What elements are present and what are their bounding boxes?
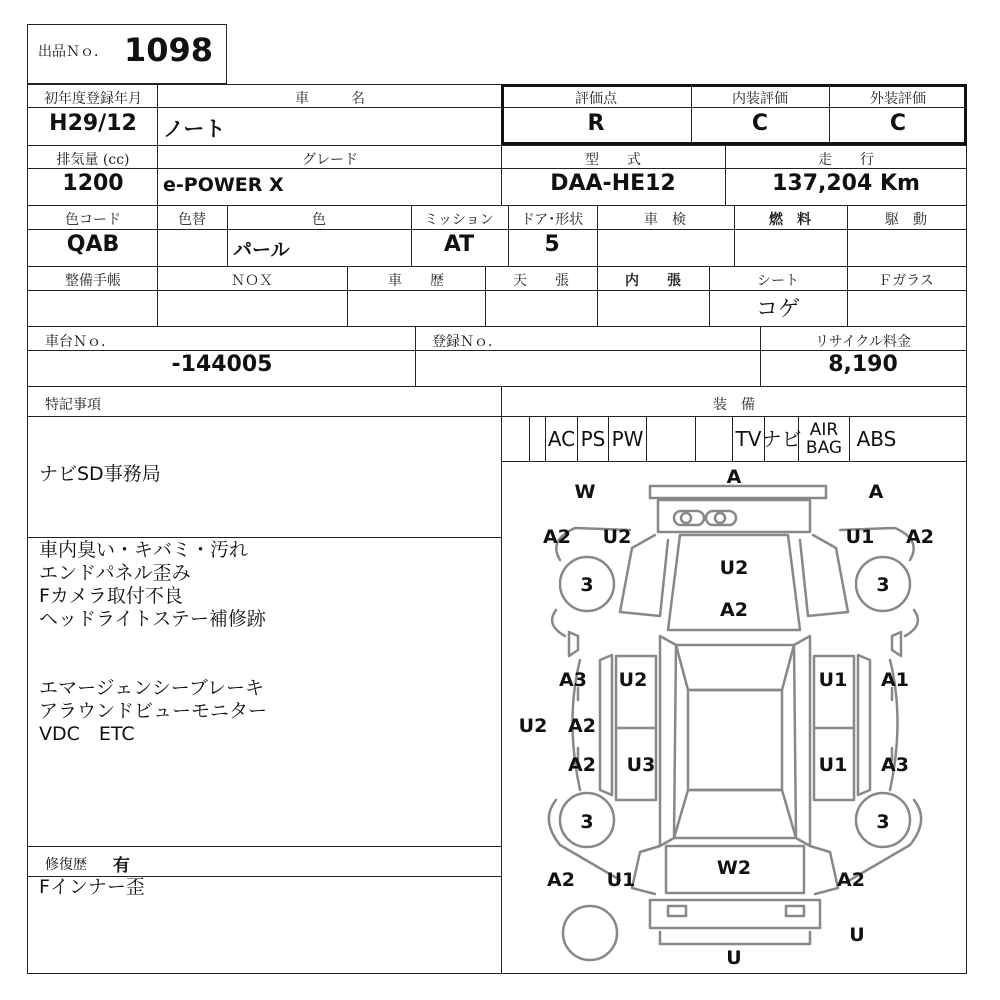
equipment-row <box>529 416 967 461</box>
equipment-cell <box>695 416 732 461</box>
equipment-cell <box>646 416 695 461</box>
damage-mark: U <box>726 947 742 969</box>
equipment-cell: TV <box>732 416 764 461</box>
equipment-cell: ABS <box>849 416 903 461</box>
chassis-value: -144005 <box>171 352 273 377</box>
repair-note: Fインナー歪 <box>39 876 145 898</box>
damage-mark: W2 <box>716 857 752 879</box>
repair-value: 有 <box>113 856 130 876</box>
left-mirror <box>569 632 578 656</box>
lot-number: 1098 <box>124 31 214 69</box>
equipment-cell: AIR BAG <box>798 416 849 461</box>
repaint-label: 色替 <box>178 212 206 228</box>
equipment-cell <box>529 416 545 461</box>
damage-mark: W <box>574 481 596 503</box>
damage-mark: U3 <box>626 754 656 776</box>
color-label: 色 <box>312 212 326 228</box>
interior-value: C <box>751 111 769 136</box>
roof-label: 天 張 <box>513 273 569 289</box>
car-damage-diagram <box>501 461 967 974</box>
windshield-outline <box>676 645 794 690</box>
damage-mark: U1 <box>845 526 875 548</box>
damage-mark: A2 <box>837 869 865 891</box>
right-mirror <box>892 632 901 656</box>
lot-box <box>27 24 227 84</box>
notes-block-features: エマージェンシーブレーキ アラウンドビューモニター VDC ETC <box>39 677 268 745</box>
damage-mark: 3 <box>876 574 890 596</box>
color-value: パール <box>233 239 290 261</box>
car-name-label: 車 名 <box>295 91 365 107</box>
recycle-label: リサイクル料金 <box>814 334 912 350</box>
roof-outline <box>688 690 782 790</box>
damage-mark: A2 <box>720 599 748 621</box>
damage-mark: U2 <box>719 557 749 579</box>
damage-mark: 3 <box>580 811 594 833</box>
damage-mark: A2 <box>568 754 596 776</box>
damage-mark: A2 <box>547 869 575 891</box>
displacement-value: 1200 <box>62 171 124 196</box>
damage-mark: U2 <box>602 526 632 548</box>
equipment-cell: AC <box>545 416 577 461</box>
mission-label: ミッション <box>424 212 494 228</box>
inspection-label: 車 検 <box>644 212 686 228</box>
notes-label: 特記事項 <box>45 397 101 413</box>
mileage-value: 137,204 Km <box>772 171 920 196</box>
damage-mark: U1 <box>818 754 848 776</box>
registration-value: H29/12 <box>49 111 137 136</box>
equipment-cell: ナビ <box>764 416 798 461</box>
rear-window-outline <box>674 790 796 838</box>
score-value: R <box>587 111 605 136</box>
notes-block-navi: ナビSD事務局 <box>39 463 161 485</box>
rear-bumper-outline <box>650 900 820 928</box>
drive-label: 駆 動 <box>885 212 927 228</box>
spare-tire-outline <box>563 906 617 960</box>
damage-mark: A2 <box>906 526 934 548</box>
damage-mark: U2 <box>518 715 548 737</box>
equipment-cell: PS <box>577 416 608 461</box>
damage-mark: 3 <box>580 574 594 596</box>
notes-block-defects: 車内臭い・キバミ・汚れ エンドパネル歪み Fカメラ取付不良 ヘッドライトステー補修跡 <box>39 539 266 630</box>
color-code-value: QAB <box>66 232 120 257</box>
damage-mark: A <box>726 466 742 488</box>
mileage-label: 走 行 <box>818 152 874 168</box>
equipment-cell: PW <box>608 416 646 461</box>
nox-label: ＮＯＸ <box>231 273 273 289</box>
manual-label: 整備手帳 <box>65 273 121 289</box>
damage-mark: A3 <box>559 669 587 691</box>
damage-mark: A3 <box>881 754 909 776</box>
fglass-label: Ｆガラス <box>878 273 934 289</box>
lot-label: 出品Ｎｏ． <box>38 44 108 60</box>
history-label: 車 歴 <box>388 273 444 289</box>
exterior-label: 外装評価 <box>870 91 926 107</box>
regno-label: 登録Ｎｏ． <box>432 334 502 350</box>
damage-mark: A1 <box>881 669 909 691</box>
seat-label: シート <box>757 273 799 289</box>
car-name-value: ノート <box>163 117 226 141</box>
repair-label: 修復歴 <box>45 857 87 873</box>
inner-label: 内 張 <box>625 273 681 289</box>
displacement-label: 排気量 (cc) <box>56 152 130 168</box>
door-label: ドア･形状 <box>520 212 584 228</box>
damage-mark: U1 <box>606 869 636 891</box>
chassis-label: 車台Ｎｏ． <box>45 334 115 350</box>
exterior-value: C <box>889 111 907 136</box>
model-value: DAA-HE12 <box>550 171 676 196</box>
damage-mark: A <box>868 481 884 503</box>
color-code-label: 色コード <box>65 212 121 228</box>
damage-mark: U2 <box>618 669 648 691</box>
damage-mark: 3 <box>876 811 890 833</box>
mission-value: AT <box>443 232 475 257</box>
grade-label: グレード <box>302 152 358 168</box>
damage-mark: A2 <box>568 715 596 737</box>
recycle-value: 8,190 <box>828 352 898 377</box>
interior-label: 内装評価 <box>732 91 788 107</box>
registration-label: 初年度登録年月 <box>44 91 142 107</box>
door-value: 5 <box>544 232 560 257</box>
grade-value: e-POWER X <box>163 174 284 196</box>
score-label: 評価点 <box>575 91 617 107</box>
damage-mark: A2 <box>543 526 571 548</box>
model-label: 型 式 <box>585 152 641 168</box>
damage-mark: U <box>849 924 865 946</box>
damage-mark: U1 <box>818 669 848 691</box>
fuel-label: 燃 料 <box>769 212 811 228</box>
seat-value: コゲ <box>755 297 801 322</box>
equipment-label: 装 備 <box>713 397 755 413</box>
